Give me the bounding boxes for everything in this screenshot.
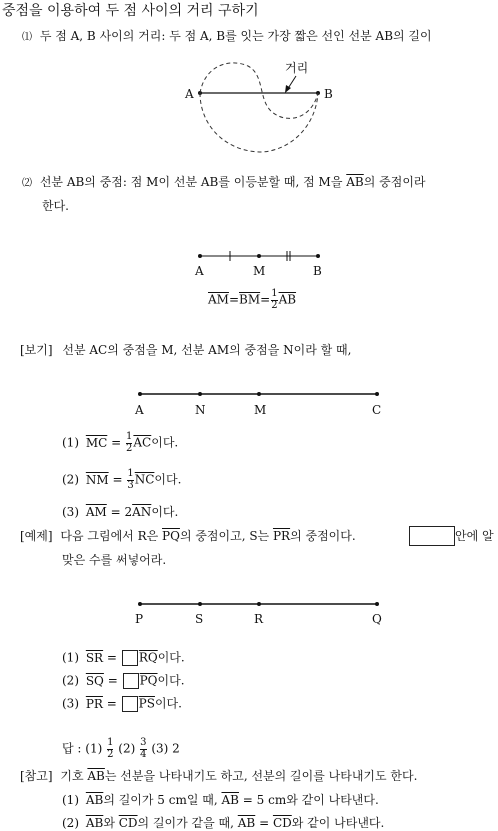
- point-r: [257, 602, 261, 606]
- line-suffix: 이다.: [151, 505, 179, 519]
- example-label-n: N: [195, 403, 206, 417]
- example-label-a: A: [135, 403, 144, 417]
- formula-ab: $\overline{AB}$: [278, 292, 297, 307]
- point-p: [138, 602, 142, 606]
- note-tag: [참고]: [20, 769, 53, 783]
- formula-eq2: =: [260, 292, 271, 307]
- frac-den: 2: [107, 748, 114, 760]
- formula-eq1: =: [228, 292, 240, 307]
- line-eq: =: [111, 435, 122, 450]
- line-number: (3): [62, 505, 79, 519]
- problem-text-b: 의 중점이고, S는: [179, 529, 273, 543]
- answer-box: [122, 696, 138, 712]
- problem-label-q: Q: [372, 612, 382, 626]
- line-number: (2): [62, 673, 79, 688]
- point-s: [198, 602, 202, 606]
- problem-line-3: [62, 696, 182, 712]
- line-eq: =: [106, 696, 117, 711]
- frac-num: 1: [127, 468, 134, 479]
- line-lhs: $\overline{NM}$: [85, 472, 109, 487]
- fig1-label-distance: 거리: [285, 61, 309, 75]
- line-number: (2): [62, 472, 79, 487]
- line-suffix: 이다.: [154, 696, 182, 711]
- frac-num: 1: [107, 737, 114, 748]
- note-l1-ab2: $\overline{AB}$: [221, 793, 239, 807]
- line-eq: =: [110, 505, 121, 519]
- formula-bm: $\overline{BM}$: [239, 292, 261, 307]
- line-number: (3): [62, 696, 79, 711]
- line-lhs: $\overline{AM}$: [85, 505, 107, 519]
- fig1-label-a: A: [185, 87, 194, 101]
- note-line-1: [62, 794, 379, 806]
- note-text-a: 기호: [60, 769, 88, 783]
- line-rhs: $\overline{PS}$: [138, 696, 155, 711]
- item1-number: ⑴: [22, 32, 32, 43]
- problem-text-a: 다음 그림에서 R은: [60, 529, 163, 543]
- note-l1-ab: $\overline{AB}$: [85, 793, 104, 807]
- item2-text-b: 의 중점이라: [363, 175, 426, 189]
- problem-label-r: R: [254, 612, 264, 626]
- answer-mid: (2): [118, 741, 136, 756]
- answer-fraction-2: [140, 738, 146, 760]
- line-suffix: 이다.: [157, 673, 185, 688]
- note-ab: $\overline{AB}$: [87, 769, 105, 783]
- note-l2-a: 와: [103, 816, 119, 830]
- answer-line: [62, 738, 180, 760]
- line-lhs: $\overline{PR}$: [85, 696, 103, 711]
- frac-num: 3: [140, 737, 147, 748]
- fig2-label-m: M: [253, 264, 266, 278]
- note-l2-ab2: $\overline{AB}$: [237, 816, 256, 830]
- line-eq: =: [107, 673, 118, 688]
- answer-box: [123, 673, 139, 689]
- line-number: (1): [62, 650, 79, 665]
- example-label-c: C: [372, 403, 382, 417]
- problem-line-2: [62, 673, 185, 689]
- note-header: [20, 770, 417, 782]
- answer-end: (3) 2: [151, 741, 180, 756]
- line-number: (1): [62, 435, 79, 450]
- problem-line2: 맞은 수를 써넣어라.: [62, 553, 167, 567]
- example-label-m: M: [254, 403, 267, 417]
- problem-line-1: [62, 650, 185, 666]
- line-rhs: $\overline{RQ}$: [138, 650, 158, 665]
- example-text: 선분 AC의 중점을 M, 선분 AM의 중점을 N이라 할 때,: [62, 343, 352, 357]
- fig1-label-b: B: [324, 87, 333, 101]
- line-rhs: $\overline{PQ}$: [139, 673, 158, 688]
- item2-ab: $\overline{AB}$: [346, 175, 364, 189]
- frac-num: 1: [271, 288, 278, 299]
- point-q: [375, 602, 379, 606]
- problem-label-s: S: [195, 612, 204, 626]
- item2-text-a: 선분 AB의 중점: 점 M이 선분 AB를 이등분할 때, 점 M을: [39, 175, 347, 189]
- line-lhs: $\overline{SQ}$: [85, 673, 104, 688]
- line-eq: =: [106, 650, 117, 665]
- note-l2-b: 의 길이가 같을 때,: [137, 816, 238, 830]
- note-text-b: 는 선분을 나타내기도 하고, 선분의 길이를 나타내기도 한다.: [104, 769, 418, 783]
- line-eq: =: [112, 472, 123, 487]
- note-line-2: [62, 817, 384, 829]
- problem-tag: [예제]: [20, 529, 53, 543]
- fig2-label-a: A: [195, 264, 204, 278]
- item1-text: 두 점 A, B 사이의 거리: 두 점 A, B를 잇는 가장 짧은 선인 선분 AB의 길이: [39, 29, 432, 43]
- answer-fraction-1: [107, 738, 113, 760]
- line-lhs: $\overline{MC}$: [85, 435, 108, 450]
- problem-pq: $\overline{PQ}$: [162, 529, 180, 543]
- line-suffix: 이다.: [154, 472, 182, 487]
- note-l1-b: = 5 cm와 같이 나타낸다.: [238, 793, 379, 807]
- note-l2-cd: $\overline{CD}$: [118, 816, 138, 830]
- answer-box: [122, 650, 138, 666]
- item2-number: ⑵: [22, 178, 32, 189]
- example-tag: [보기]: [20, 343, 53, 357]
- line-number: (2): [62, 816, 79, 830]
- frac-den: 2: [126, 442, 133, 454]
- item2-line2: 한다.: [42, 199, 69, 213]
- line-lhs: $\overline{SR}$: [85, 650, 104, 665]
- problem-text-c: 의 중점이다.: [290, 529, 356, 543]
- problem-label-p: P: [135, 612, 144, 626]
- frac-den: 4: [140, 748, 147, 760]
- line-coef: 2: [124, 505, 133, 519]
- line-suffix: 이다.: [151, 435, 179, 450]
- problem-text-d: 안에 알: [455, 529, 494, 543]
- frac-den: 3: [127, 479, 134, 491]
- line-number: (1): [62, 793, 79, 807]
- answer-prefix: 답 : (1): [62, 741, 103, 756]
- note-l2-c: 와 같이 나타낸다.: [291, 816, 385, 830]
- frac-num: 1: [126, 431, 133, 442]
- problem-pr: $\overline{PR}$: [272, 529, 291, 543]
- page-title: 중점을 이용하여 두 점 사이의 거리 구하기: [2, 3, 259, 19]
- line-rhs: $\overline{AC}$: [133, 435, 152, 450]
- note-l1-a: 의 길이가 5 cm일 때,: [103, 793, 222, 807]
- note-l2-cd2: $\overline{CD}$: [272, 816, 292, 830]
- frac-den: 2: [271, 299, 278, 311]
- fig2-label-b: B: [313, 264, 322, 278]
- formula-am: $\overline{AM}$: [208, 292, 229, 307]
- line-suffix: 이다.: [157, 650, 185, 665]
- note-l2-eq: =: [255, 816, 273, 830]
- line-rhs: $\overline{AN}$: [132, 505, 152, 519]
- line-rhs: $\overline{NC}$: [134, 472, 155, 487]
- note-l2-ab: $\overline{AB}$: [85, 816, 104, 830]
